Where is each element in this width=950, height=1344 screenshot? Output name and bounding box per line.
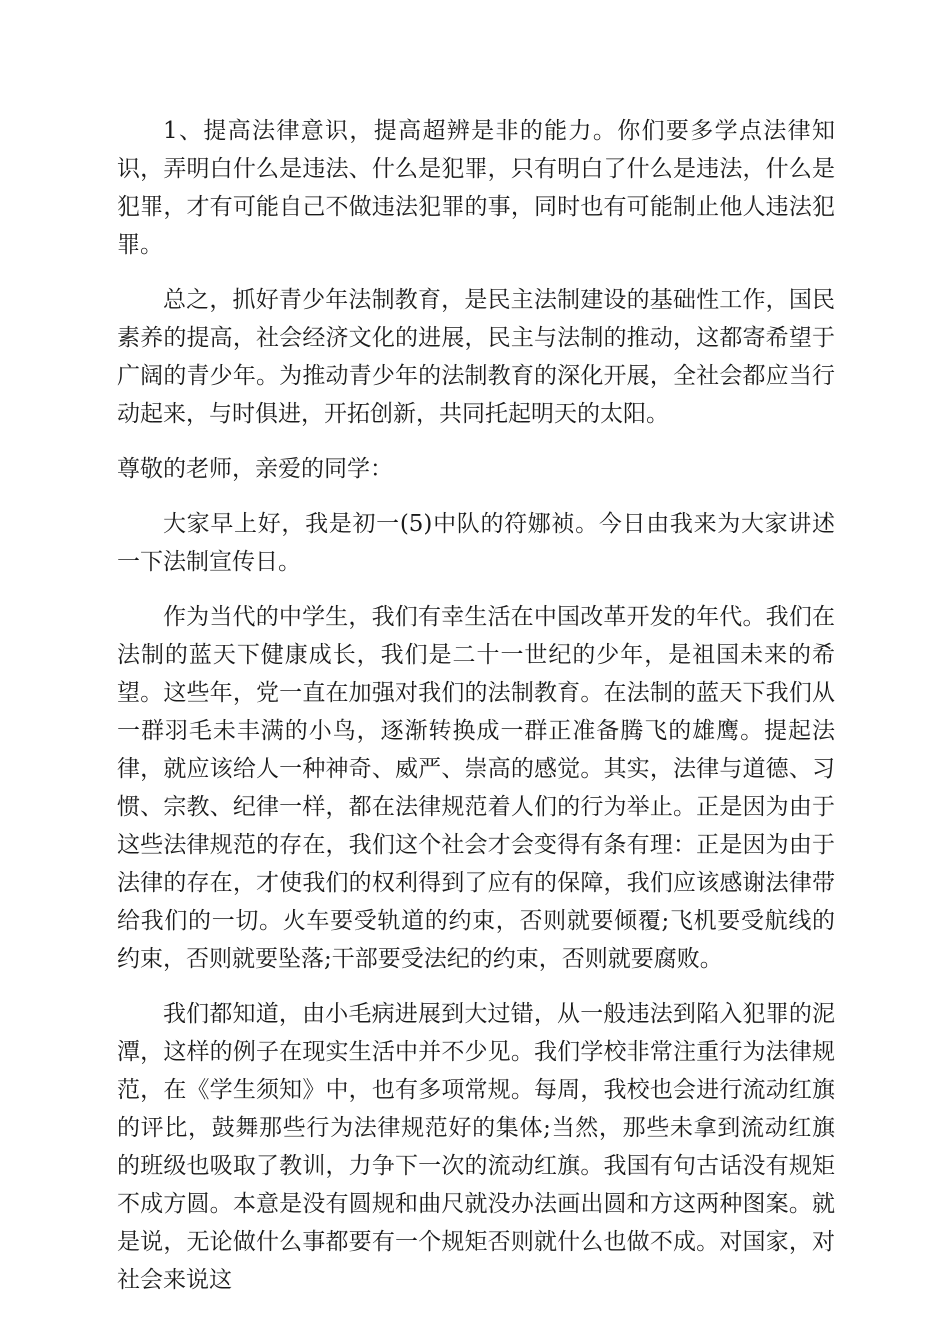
paragraph-2: 总之，抓好青少年法制教育，是民主法制建设的基础性工作，国民素养的提高，社会经济文化的进展，民主与法制的推动，这都寄希望于广阔的青少年。为推动青少年的法制教育的深化开展，全社会都应当行动起来，与时俱进，开拓创新，共同托起明天的太阳。 (117, 287, 835, 427)
salutation: 尊敬的老师，亲爱的同学： (117, 456, 393, 482)
paragraph-4: 作为当代的中学生，我们有幸生活在中国改革开发的年代。我们在法制的蓝天下健康成长，我们是二十一世纪的少年，是祖国未来的希望。这些年，党一直在加强对我们的法制教育。在法制的蓝天下我们从一群羽毛未丰满的小鸟，逐渐转换成一群正准备腾飞的雄鹰。提起法律，就应该给人一种神奇、威严、崇高的感觉。其实，法律与道德、习惯、宗教、纪律一样，都在法律规范着人们的行为举止。正是因为由于这些法律规范的存在，我们这个社会才会变得有条有理：正是因为由于法律的存在，才使我们的权利得到了应有的保障，我们应该感谢法律带给我们的一切。火车要受轨道的约束，否则就要倾覆;飞机要受航线的约束，否则就要坠落;干部要受法纪的约束，否则就要腐败。 (117, 604, 835, 972)
paragraph-5: 我们都知道，由小毛病进展到大过错，从一般违法到陷入犯罪的泥潭，这样的例子在现实生活中并不少见。我们学校非常注重行为法律规范，在《学生须知》中，也有多项常规。每周，我校也会进行流动红旗的评比，鼓舞那些行为法律规范好的集体;当然，那些未拿到流动红旗的班级也吸取了教训，力争下一次的流动红旗。我国有句古话没有规矩不成方圆。本意是没有圆规和曲尺就没办法画出圆和方这两种图案。就是说，无论做什么事都要有一个规矩否则就什么也做不成。对国家，对社会来说这 (117, 1001, 835, 1293)
paragraph-1: 1、提高法律意识，提高超辨是非的能力。你们要多学点法律知识，弄明白什么是违法、什么是犯罪，只有明白了什么是违法，什么是犯罪，才有可能自己不做违法犯罪的事，同时也有可能制止他人违法犯罪。 (117, 118, 835, 258)
paragraph-3: 大家早上好，我是初一(5)中队的符娜祯。今日由我来为大家讲述一下法制宣传日。 (117, 511, 835, 575)
document-page (117, 112, 835, 1316)
